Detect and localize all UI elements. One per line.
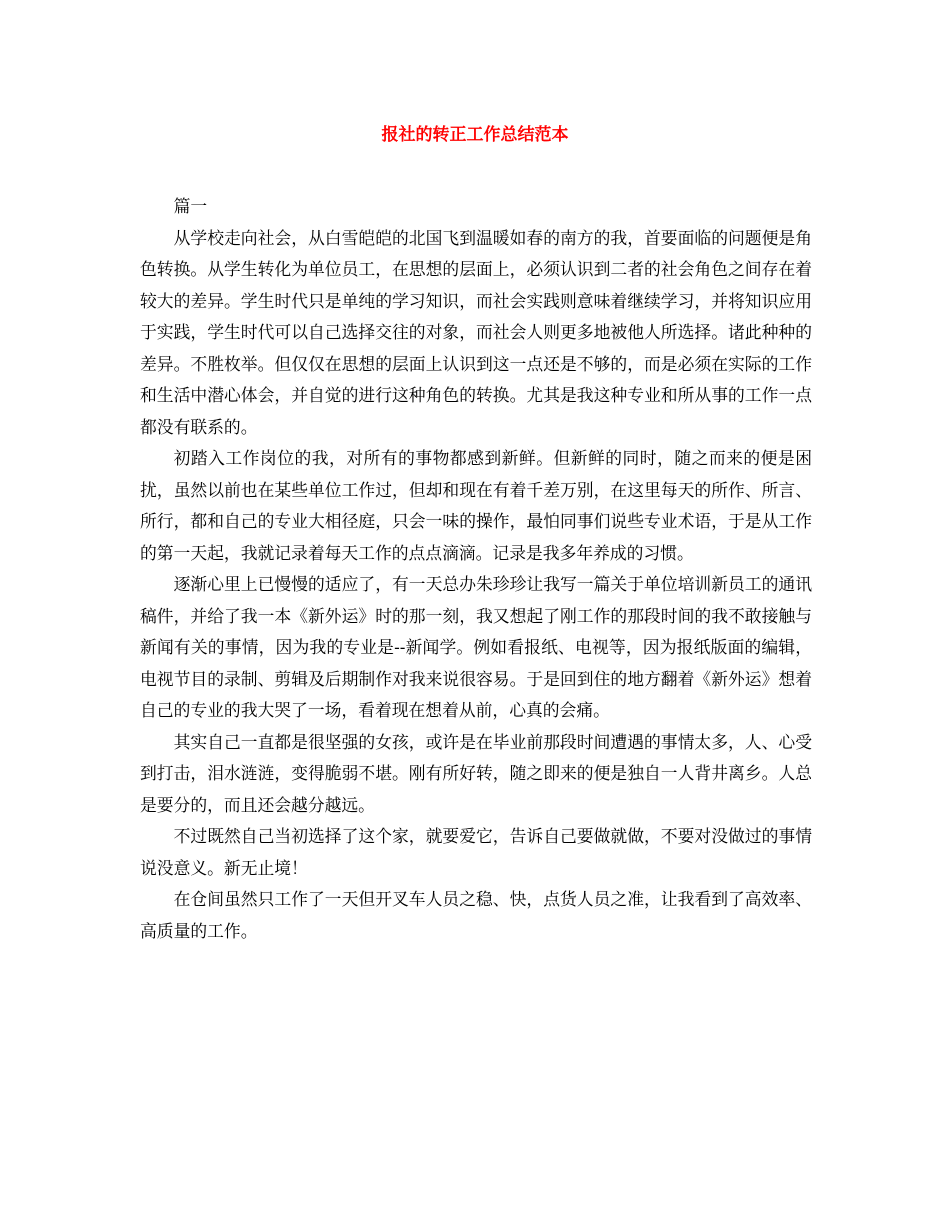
paragraph: 在仓间虽然只工作了一天但开叉车人员之稳、快，点货人员之准，让我看到了高效率、高质量的工作。 [140,889,812,941]
document-title: 报社的转正工作总结范本 [381,125,569,145]
paragraph: 不过既然自己当初选择了这个家，就要爱它，告诉自己要做就做，不要对没做过的事情说没意义。新无止境！ [140,826,812,878]
document-body [140,191,812,947]
paragraph: 逐渐心里上已慢慢的适应了，有一天总办朱珍珍让我写一篇关于单位培训新员工的通讯稿件，并给了我一本《新外运》时的那一刻，我又想起了刚工作的那段时间的我不敢接触与新闻有关的事情，因为我的专业是--新闻学。例如看报纸、电视等，因为报纸版面的编辑，电视节目的录制、剪辑及后期制作对我来说很容易。于是回到住的地方翻着《新外运》想着自己的专业的我大哭了一场，看着现在想着从前，心真的会痛。 [140,574,812,720]
paragraph: 其实自己一直都是很坚强的女孩，或许是在毕业前那段时间遭遇的事情太多，人、心受到打击，泪水涟涟，变得脆弱不堪。刚有所好转，随之即来的便是独自一人背井离乡。人总是要分的，而且还会越分越远。 [140,731,812,815]
section-label: 篇一 [173,196,208,216]
paragraph: 从学校走向社会，从白雪皑皑的北国飞到温暖如春的南方的我，首要面临的问题便是角色转换。从学生转化为单位员工，在思想的层面上，必须认识到二者的社会角色之间存在着较大的差异。学生时代只是单纯的学习知识，而社会实践则意味着继续学习，并将知识应用于实践，学生时代可以自己选择交往的对象，而社会人则更多地被他人所选择。诸此种种的差异。不胜枚举。但仅仅在思想的层面上认识到这一点还是不够的，而是必须在实际的工作和生活中潜心体会，并自觉的进行这种角色的转换。尤其是我这种专业和所从事的工作一点都没有联系的。 [140,227,812,437]
paragraph: 初踏入工作岗位的我，对所有的事物都感到新鲜。但新鲜的同时，随之而来的便是困扰，虽然以前也在某些单位工作过，但却和现在有着千差万别，在这里每天的所作、所言、所行，都和自己的专业大相径庭，只会一味的操作，最怕同事们说些专业术语，于是从工作的第一天起，我就记录着每天工作的点点滴滴。记录是我多年养成的习惯。 [140,448,812,563]
